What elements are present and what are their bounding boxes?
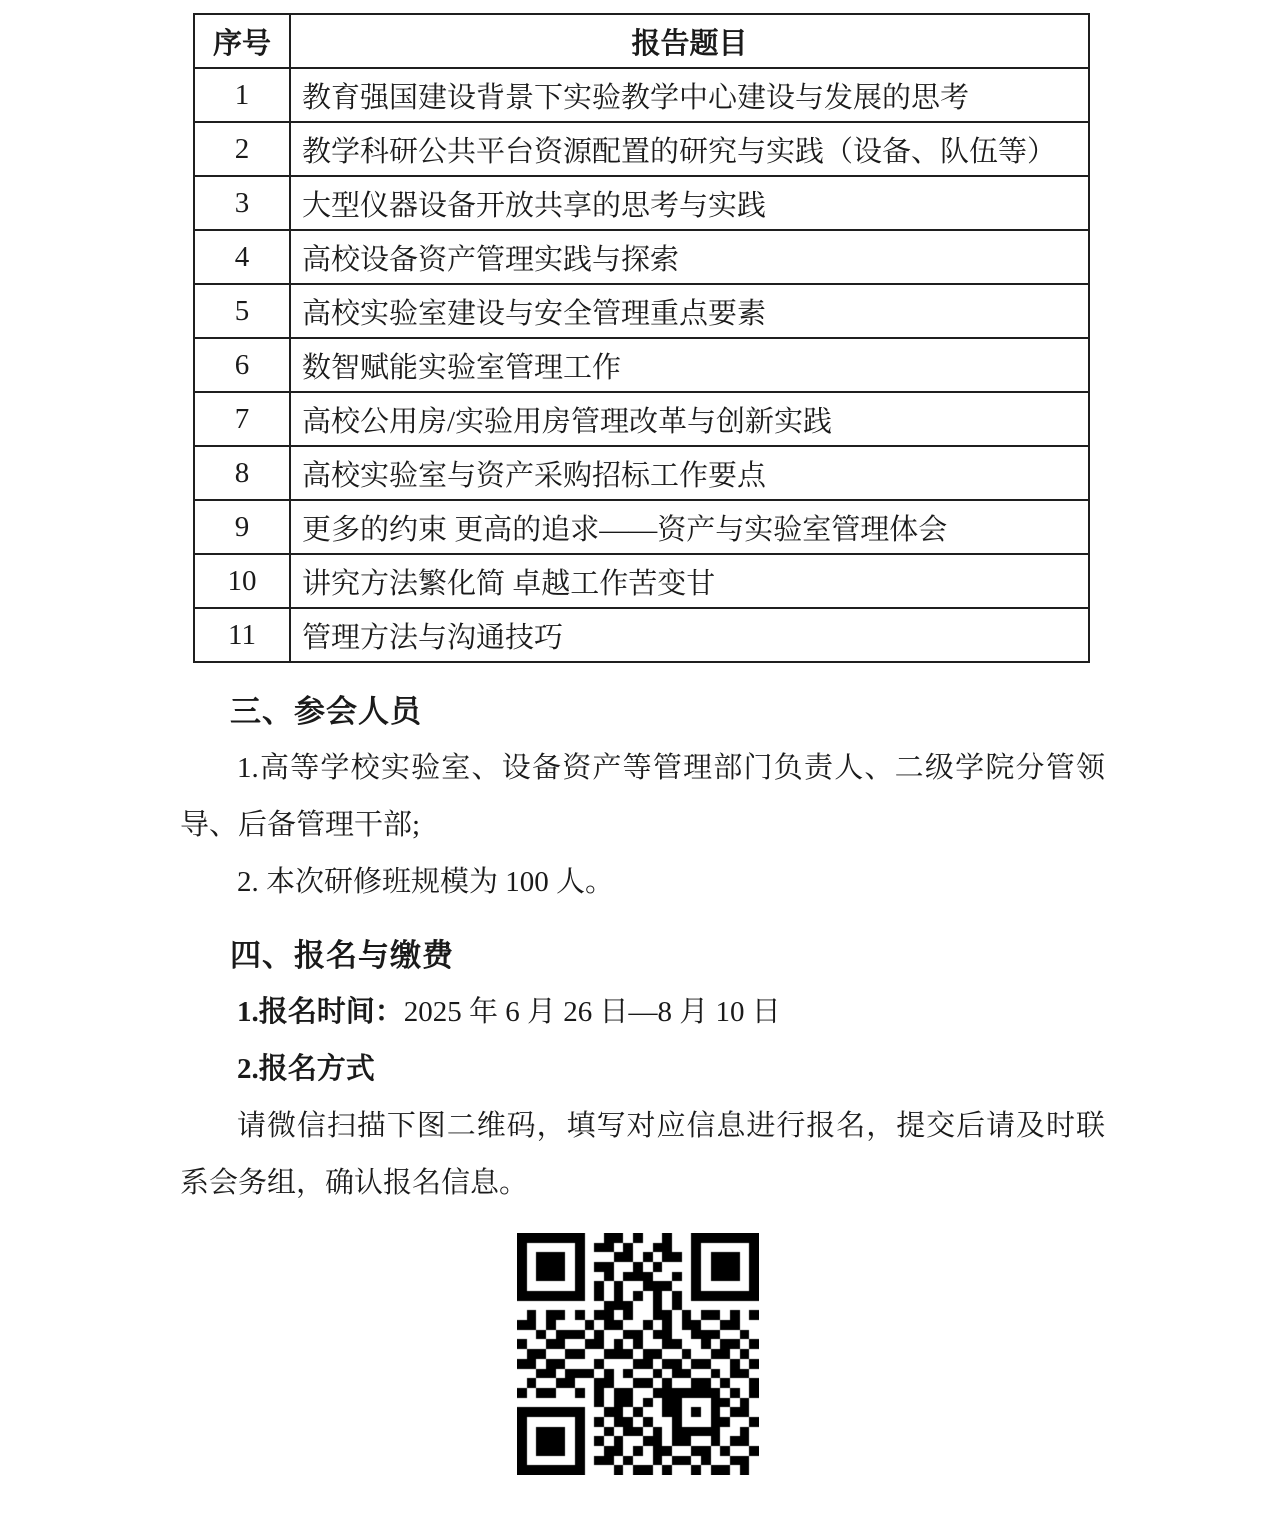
registration-time-value: 2025 年 6 月 26 日—8 月 10 日 <box>403 996 781 1028</box>
row-number: 8 <box>194 446 290 500</box>
table-row <box>194 608 1089 662</box>
registration-time-line <box>180 984 1105 1041</box>
table-row <box>194 284 1089 338</box>
table-row <box>194 68 1089 122</box>
registration-qr-container <box>517 1233 759 1475</box>
report-title: 教育强国建设背景下实验教学中心建设与发展的思考 <box>290 68 1089 122</box>
report-title: 高校公用房/实验用房管理改革与创新实践 <box>290 392 1089 446</box>
table-header-number: 序号 <box>194 14 290 68</box>
row-number: 7 <box>194 392 290 446</box>
section-heading-registration: 四、报名与缴费 <box>230 938 454 973</box>
report-title: 高校设备资产管理实践与探索 <box>290 230 1089 284</box>
table-row <box>194 500 1089 554</box>
participants-paragraph-line-2: 导、后备管理干部; <box>180 809 421 841</box>
table-header-row <box>194 14 1089 68</box>
row-number: 9 <box>194 500 290 554</box>
row-number: 10 <box>194 554 290 608</box>
row-number: 6 <box>194 338 290 392</box>
report-title: 讲究方法繁化简 卓越工作苦变甘 <box>290 554 1089 608</box>
row-number: 5 <box>194 284 290 338</box>
report-title: 数智赋能实验室管理工作 <box>290 338 1089 392</box>
table-row <box>194 230 1089 284</box>
row-number: 11 <box>194 608 290 662</box>
registration-paragraph-line-2: 系会务组，确认报名信息。 <box>180 1167 529 1199</box>
table-row <box>194 446 1089 500</box>
report-title: 管理方法与沟通技巧 <box>290 608 1089 662</box>
table-row <box>194 338 1089 392</box>
registration-qr-code <box>517 1233 759 1475</box>
registration-method-label: 2.报名方式 <box>237 1053 375 1085</box>
report-table-body <box>194 68 1089 662</box>
table-header-title: 报告题目 <box>290 14 1089 68</box>
report-table-header <box>194 14 1089 68</box>
registration-time-label: 1.报名时间： <box>237 996 404 1028</box>
row-number: 1 <box>194 68 290 122</box>
table-row <box>194 176 1089 230</box>
row-number: 3 <box>194 176 290 230</box>
report-title: 高校实验室建设与安全管理重点要素 <box>290 284 1089 338</box>
row-number: 4 <box>194 230 290 284</box>
table-row <box>194 392 1089 446</box>
registration-paragraph-line-1: 请微信扫描下图二维码，填写对应信息进行报名，提交后请及时联 <box>237 1110 1105 1142</box>
report-title: 更多的约束 更高的追求——资产与实验室管理体会 <box>290 500 1089 554</box>
report-title: 教学科研公共平台资源配置的研究与实践（设备、队伍等） <box>290 122 1089 176</box>
row-number: 2 <box>194 122 290 176</box>
table-row <box>194 554 1089 608</box>
participants-paragraph-line-1: 1.高等学校实验室、设备资产等管理部门负责人、二级学院分管领 <box>237 752 1105 784</box>
participants-scale-note: 2. 本次研修班规模为 100 人。 <box>237 866 615 898</box>
report-title: 大型仪器设备开放共享的思考与实践 <box>290 176 1089 230</box>
table-row <box>194 122 1089 176</box>
report-topics-table <box>193 13 1090 663</box>
section-heading-participants: 三、参会人员 <box>230 694 422 729</box>
document-content <box>180 0 1105 1475</box>
report-title: 高校实验室与资产采购招标工作要点 <box>290 446 1089 500</box>
